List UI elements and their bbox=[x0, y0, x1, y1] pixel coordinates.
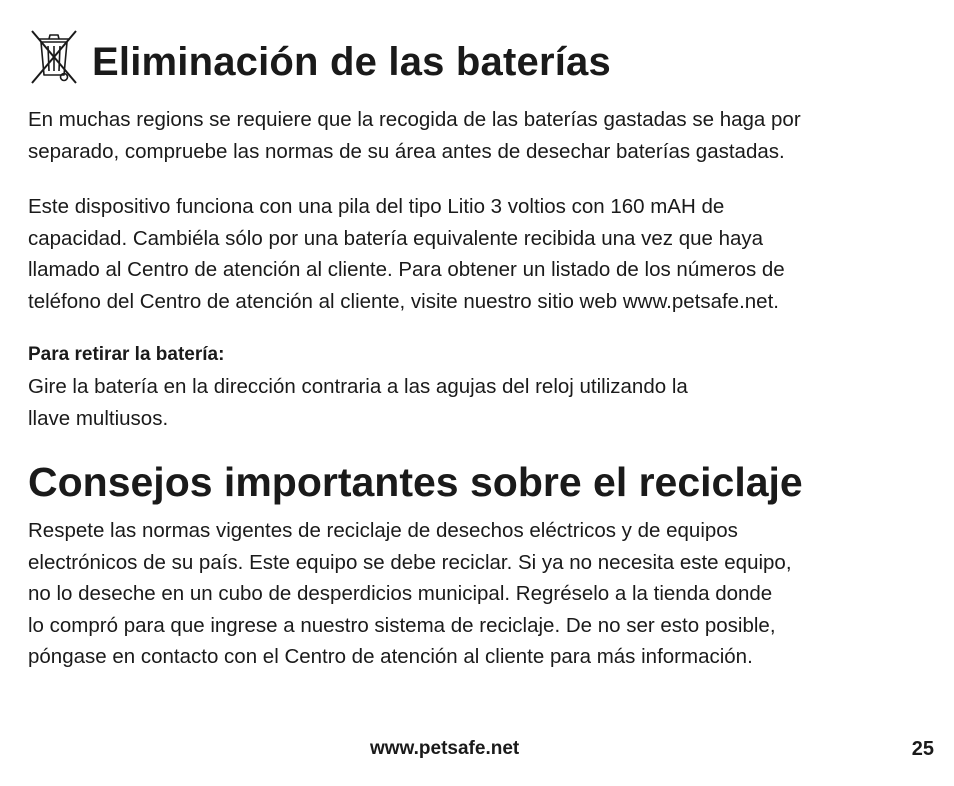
recycling-tips-paragraph bbox=[28, 515, 928, 673]
text-line: Gire la batería en la dirección contraria a las agujas del reloj utilizando la bbox=[28, 375, 688, 398]
remove-battery-instructions bbox=[28, 371, 928, 434]
page-number: 25 bbox=[911, 738, 934, 760]
text-line: no lo deseche en un cubo de desperdicios municipal. Regréselo a la tienda donde bbox=[28, 582, 773, 605]
text-line: llave multiusos. bbox=[28, 406, 169, 430]
text-line: teléfono del Centro de atención al cliente, visite nuestro sitio web www.petsafe.net. bbox=[28, 289, 779, 313]
text-line: lo compró para que ingrese a nuestro sistema de reciclaje. De no ser esto posible, bbox=[28, 613, 776, 637]
text-line: separado, compruebe las normas de su área antes de desechar baterías gastadas. bbox=[28, 139, 785, 163]
footer-website: www.petsafe.net bbox=[370, 738, 520, 759]
text-line: Este dispositivo funciona con una pila del tipo Litio 3 voltios con 160 mAH de bbox=[28, 195, 725, 218]
text-line: póngase en contacto con el Centro de atención al cliente para más información. bbox=[28, 645, 753, 668]
text-line: llamado al Centro de atención al cliente. Para obtener un listado de los números de bbox=[28, 258, 785, 281]
recycling-tips-heading: Consejos importantes sobre el reciclaje bbox=[28, 459, 803, 505]
remove-battery-subheading: Para retirar la batería: bbox=[28, 344, 225, 365]
crossed-out-wheelie-bin-icon bbox=[28, 28, 80, 86]
text-line: En muchas regions se requiere que la recogida de las baterías gastadas se haga por bbox=[28, 108, 801, 131]
battery-specification-paragraph bbox=[28, 191, 928, 317]
text-line: capacidad. Cambiéla sólo por una batería equivalente recibida una vez que haya bbox=[28, 226, 764, 250]
text-line: Respete las normas vigentes de reciclaje de desechos eléctricos y de equipos bbox=[28, 519, 738, 542]
battery-disposal-header bbox=[28, 28, 611, 86]
text-line: electrónicos de su país. Este equipo se debe reciclar. Si ya no necesita este equipo, bbox=[28, 550, 792, 574]
battery-collection-paragraph bbox=[28, 104, 928, 167]
battery-disposal-heading: Eliminación de las baterías bbox=[92, 40, 611, 84]
